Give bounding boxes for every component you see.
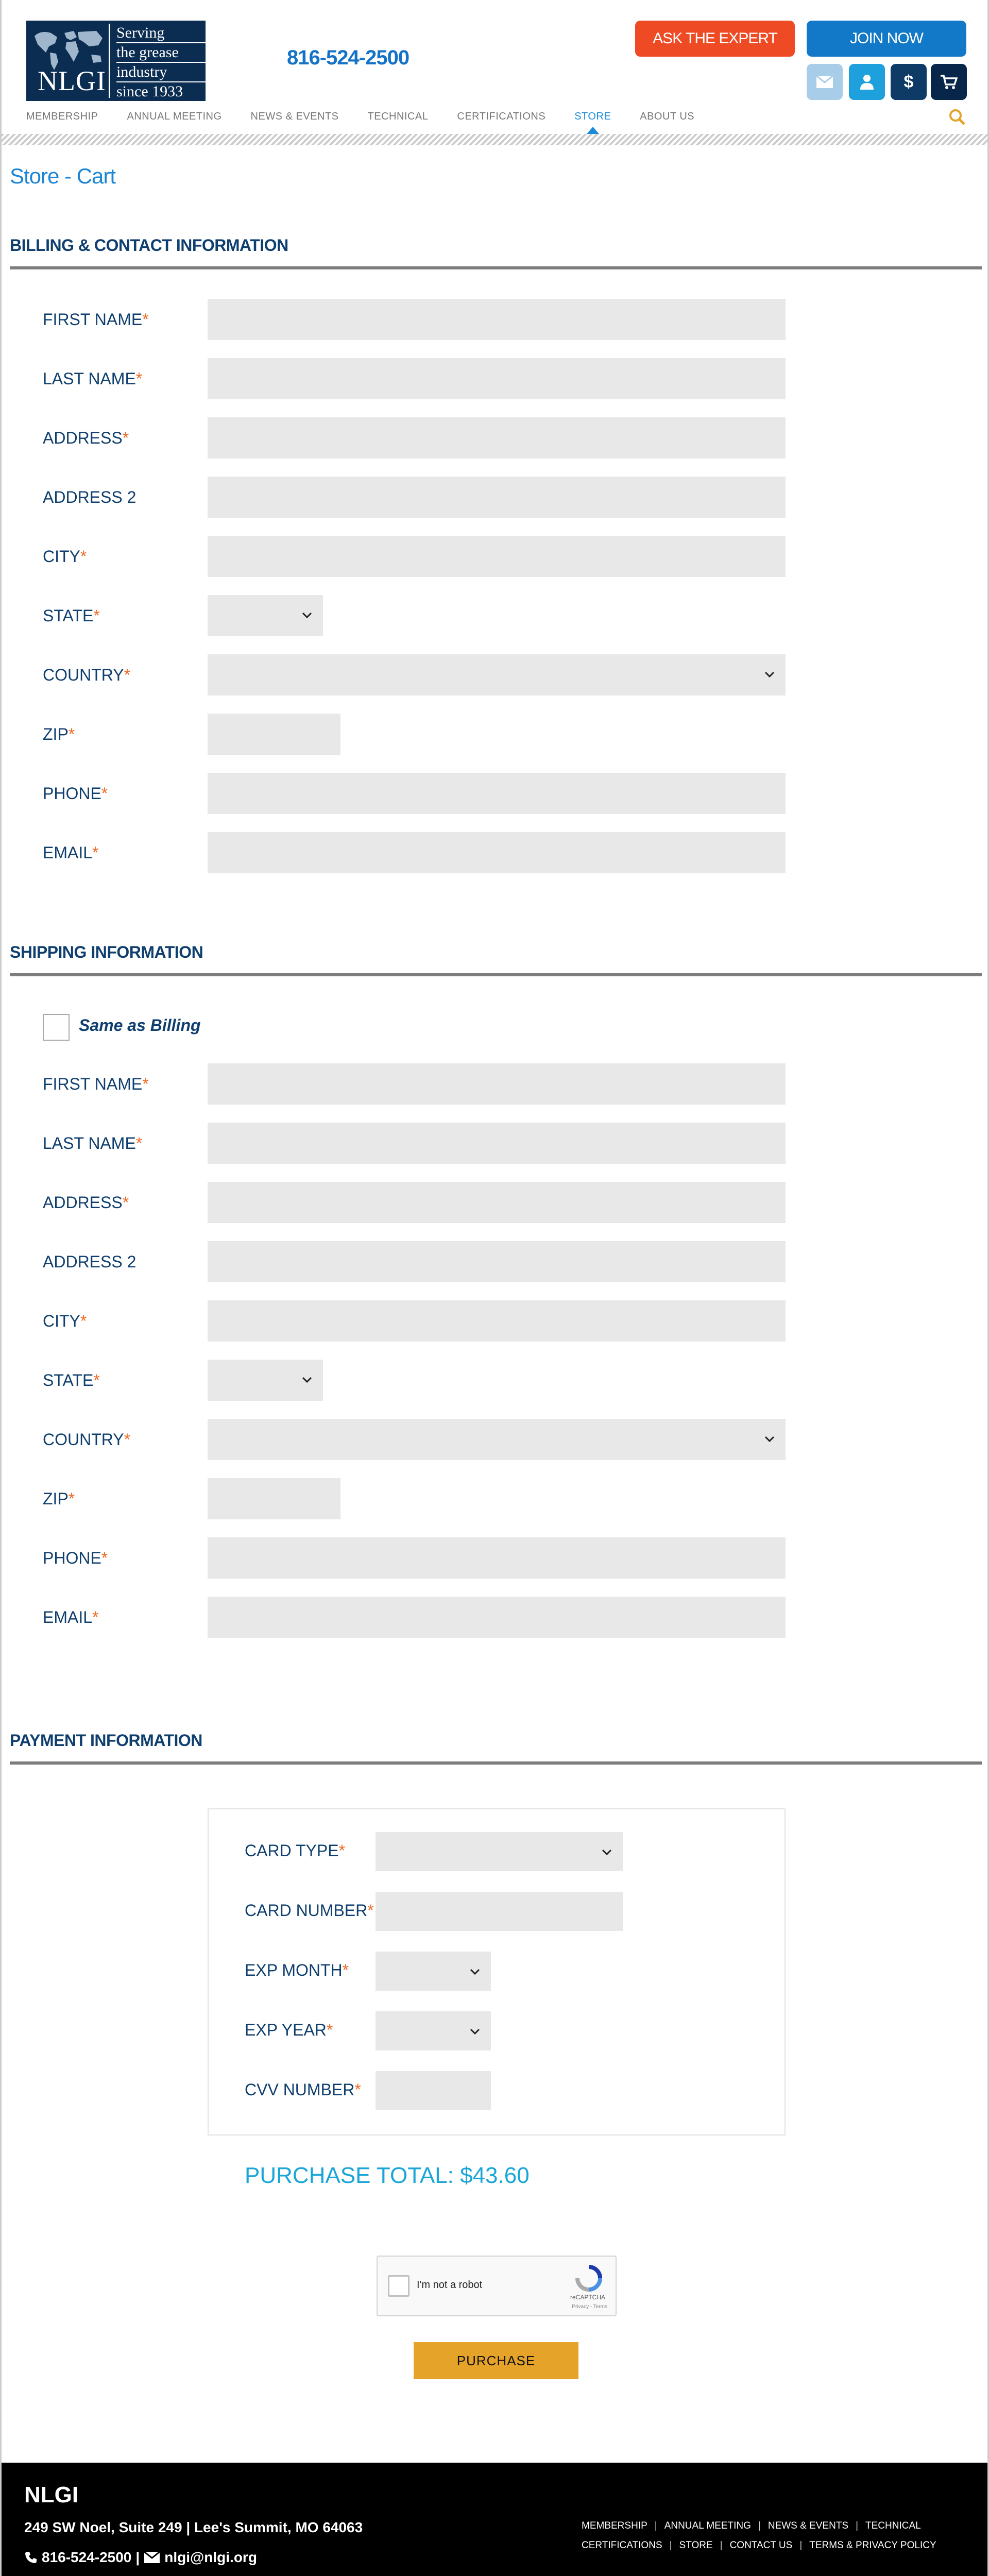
footer-link[interactable]: NEWS & EVENTS: [768, 2520, 849, 2531]
nav-news-events[interactable]: NEWS & EVENTS: [250, 111, 339, 122]
chevron-down-icon: [469, 2026, 481, 2037]
shipping-last-name-input[interactable]: [208, 1123, 786, 1164]
user-icon: [860, 74, 874, 90]
shipping-state-select[interactable]: [208, 1360, 323, 1401]
logo-abbreviation: NLGI: [38, 65, 106, 96]
tagline-line: Serving: [116, 24, 206, 43]
cvv-input[interactable]: [376, 2071, 491, 2110]
shipping-address-label: ADDRESS*: [43, 1193, 129, 1212]
chevron-down-icon: [469, 1966, 481, 1977]
main-nav: [26, 111, 723, 123]
cart-icon: [940, 74, 958, 90]
same-as-billing-label: Same as Billing: [79, 1016, 201, 1035]
page-title: Store - Cart: [10, 164, 116, 188]
purchase-total: PURCHASE TOTAL: $43.60: [245, 2163, 530, 2188]
exp-month-select[interactable]: [376, 1952, 491, 1991]
footer-link[interactable]: CERTIFICATIONS: [582, 2540, 662, 2551]
mail-icon: [144, 2551, 160, 2564]
cart-button[interactable]: [931, 64, 967, 100]
footer-link[interactable]: ANNUAL MEETING: [664, 2520, 751, 2531]
billing-first-name-input[interactable]: [208, 299, 786, 340]
account-button[interactable]: [849, 64, 885, 100]
billing-country-select[interactable]: [208, 654, 786, 696]
same-as-billing-checkbox[interactable]: [43, 1014, 70, 1041]
shipping-zip-label: ZIP*: [43, 1489, 75, 1508]
billing-last-name-label: LAST NAME*: [43, 369, 143, 388]
nav-membership[interactable]: MEMBERSHIP: [26, 111, 98, 122]
footer-brand: NLGI: [24, 2482, 79, 2507]
shipping-email-label: EMAIL*: [43, 1608, 99, 1626]
billing-address-label: ADDRESS*: [43, 429, 129, 447]
search-icon[interactable]: [948, 108, 966, 126]
footer-phone[interactable]: 816-524-2500: [42, 2549, 132, 2565]
nav-annual-meeting[interactable]: ANNUAL MEETING: [127, 111, 222, 122]
shipping-first-name-input[interactable]: [208, 1063, 786, 1105]
mail-icon: [816, 75, 833, 89]
billing-email-label: EMAIL*: [43, 843, 99, 862]
chevron-down-icon: [601, 1846, 612, 1858]
shipping-country-label: COUNTRY*: [43, 1430, 131, 1449]
billing-first-name-label: FIRST NAME*: [43, 310, 149, 329]
billing-heading: BILLING & CONTACT INFORMATION: [10, 236, 982, 269]
billing-country-label: COUNTRY*: [43, 666, 131, 684]
billing-state-label: STATE*: [43, 606, 100, 625]
shipping-city-input[interactable]: [208, 1300, 786, 1342]
recaptcha-logo-icon: [574, 2264, 603, 2293]
card-number-input[interactable]: [376, 1892, 623, 1931]
link-separator: |: [856, 2520, 859, 2531]
shipping-last-name-label: LAST NAME*: [43, 1134, 143, 1153]
recaptcha-checkbox[interactable]: [388, 2275, 410, 2297]
billing-zip-label: ZIP*: [43, 725, 75, 743]
link-separator: |: [669, 2540, 672, 2551]
chevron-down-icon: [764, 669, 775, 680]
card-type-label: CARD TYPE*: [245, 1841, 346, 1860]
header-divider: [2, 134, 989, 145]
recaptcha-label: I'm not a robot: [417, 2279, 483, 2291]
payment-heading: PAYMENT INFORMATION: [10, 1731, 982, 1765]
exp-year-label: EXP YEAR*: [245, 2021, 333, 2039]
join-now-button[interactable]: JOIN NOW: [807, 21, 966, 57]
purchase-button[interactable]: PURCHASE: [414, 2342, 578, 2379]
card-type-select[interactable]: [376, 1832, 623, 1871]
link-separator: |: [654, 2520, 657, 2531]
footer-link[interactable]: TECHNICAL: [865, 2520, 921, 2531]
recaptcha-widget: [377, 2256, 617, 2316]
tagline-line: the grease: [116, 43, 206, 63]
link-separator: |: [758, 2520, 761, 2531]
footer-link[interactable]: TERMS & PRIVACY POLICY: [809, 2540, 936, 2551]
footer-address: 249 SW Noel, Suite 249 | Lee's Summit, MO 64063: [24, 2519, 363, 2535]
footer-link[interactable]: MEMBERSHIP: [582, 2520, 647, 2531]
billing-city-label: CITY*: [43, 547, 87, 566]
nav-technical[interactable]: TECHNICAL: [367, 111, 429, 122]
shipping-first-name-label: FIRST NAME*: [43, 1075, 149, 1093]
billing-email-input[interactable]: [208, 832, 786, 873]
shipping-country-select[interactable]: [208, 1419, 786, 1460]
logo-tagline: [109, 24, 206, 98]
shipping-address-2-input[interactable]: [208, 1241, 786, 1282]
world-map-icon: [26, 21, 109, 101]
shipping-state-label: STATE*: [43, 1371, 100, 1389]
footer-links: [582, 2516, 942, 2555]
footer-contact: [24, 2549, 257, 2566]
shipping-zip-input[interactable]: [208, 1478, 340, 1519]
phone-icon: [24, 2551, 38, 2564]
billing-phone-input[interactable]: [208, 773, 786, 814]
shipping-city-label: CITY*: [43, 1312, 87, 1330]
tagline-line: industry: [116, 63, 206, 82]
mail-button[interactable]: [807, 64, 843, 100]
nav-about-us[interactable]: ABOUT US: [640, 111, 695, 122]
shipping-email-input[interactable]: [208, 1597, 786, 1638]
nav-store[interactable]: STORE: [574, 111, 611, 122]
header-phone[interactable]: 816-524-2500: [287, 46, 410, 69]
link-separator: |: [799, 2540, 803, 2551]
footer-links-row: [582, 2516, 942, 2536]
billing-last-name-input[interactable]: [208, 358, 786, 399]
footer-link[interactable]: CONTACT US: [729, 2540, 793, 2551]
cvv-label: CVV NUMBER*: [245, 2080, 361, 2099]
billing-address-2-label: ADDRESS 2: [43, 488, 137, 506]
billing-city-input[interactable]: [208, 536, 786, 577]
billing-zip-input[interactable]: [208, 714, 340, 755]
shipping-phone-input[interactable]: [208, 1537, 786, 1579]
ask-the-expert-button[interactable]: ASK THE EXPERT: [635, 21, 795, 57]
link-separator: |: [720, 2540, 723, 2551]
donate-button[interactable]: [891, 64, 927, 100]
footer-links-row: [582, 2536, 942, 2555]
shipping-heading: SHIPPING INFORMATION: [10, 943, 982, 976]
billing-state-select[interactable]: [208, 595, 323, 636]
nlgi-logo[interactable]: [26, 21, 206, 101]
exp-month-label: EXP MONTH*: [245, 1961, 349, 1979]
billing-address-input[interactable]: [208, 417, 786, 459]
shipping-address-input[interactable]: [208, 1182, 786, 1223]
recaptcha-brand: reCAPTCHA: [570, 2294, 605, 2301]
dollar-icon: $: [903, 72, 914, 92]
card-number-label: CARD NUMBER*: [245, 1901, 374, 1920]
shipping-address-2-label: ADDRESS 2: [43, 1252, 137, 1271]
nav-certifications[interactable]: CERTIFICATIONS: [457, 111, 546, 122]
footer-contact-separator: |: [135, 2549, 140, 2565]
billing-address-2-input[interactable]: [208, 477, 786, 518]
chevron-down-icon: [301, 1374, 313, 1385]
chevron-down-icon: [764, 1433, 775, 1445]
billing-phone-label: PHONE*: [43, 784, 108, 803]
tagline-line: since 1933: [116, 83, 183, 100]
footer-email[interactable]: nlgi@nlgi.org: [164, 2549, 257, 2565]
footer-link[interactable]: STORE: [679, 2540, 713, 2551]
shipping-phone-label: PHONE*: [43, 1549, 108, 1567]
exp-year-select[interactable]: [376, 2011, 491, 2050]
chevron-down-icon: [301, 609, 313, 621]
footer: [2, 2463, 989, 2576]
recaptcha-links[interactable]: Privacy - Terms: [572, 2304, 607, 2310]
